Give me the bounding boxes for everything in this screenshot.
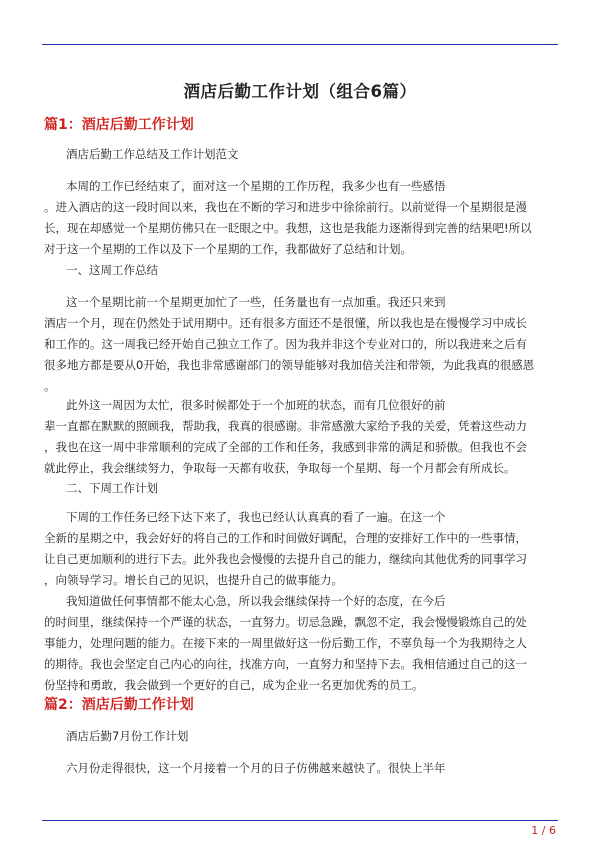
footer-rule [42,820,558,821]
s1-heading-weekly-summary: 一、这周工作总结 [66,263,158,277]
s1-paragraph-4 [44,507,556,591]
s1-paragraph-1 [44,176,556,260]
text-line: 对于这一个星期的工作以及下一个星期的工作，我都做好了总结和计划。 [44,242,412,256]
text-line: ，向领导学习。增长自己的见识，也提升自己的做事能力。 [44,573,343,587]
text-line: 份坚持和勇敢，我会做到一个更好的自己，成为企业一名更加优秀的员工。 [44,678,424,692]
text-line: 六月份走得很快，这一个月接着一个月的日子仿佛越来越快了。很快上半年 [66,761,446,775]
text-line: 。进入酒店的这一段时间以来，我也在不断的学习和进步中徐徐前行。以前觉得一个星期很是漫 [44,200,527,214]
text-line: 。 [44,379,56,393]
s1-subtitle: 酒店后勤工作总结及工作计划范文 [66,147,239,161]
text-line: 事能力，处理问题的能力。在接下来的一周里做好这一份后勤工作，不辜负每一个为我期待之人 [44,636,527,650]
text-line: 的期待。我也会坚定自己内心的向往，找准方向，一直努力和坚持下去。我相信通过自己的这一 [44,657,527,671]
text-line: 下周的工作任务已经下达下来了，我也已经认认真真的看了一遍。在这一个 [66,510,446,524]
text-line: 和工作的。这一周我已经开始自己独立工作了。因为我并非这个专业对口的，所以我进来之后有 [44,337,527,351]
text-line: 本周的工作已经结束了，面对这一个星期的工作历程，我多少也有一些感悟 [66,179,446,193]
text-line: 让自己更加顺利的进行下去。此外我也会慢慢的去提升自己的能力，继续向其他优秀的同事学习 [44,552,527,566]
section-1-heading: 篇1：酒店后勤工作计划 [44,117,194,133]
text-line: 我知道做任何事情都不能太心急，所以我会继续保持一个好的态度，在今后 [66,594,446,608]
s1-paragraph-3 [44,395,556,479]
text-line: 酒店一个月，现在仍然处于试用期中。还有很多方面还不是很懂，所以我也是在慢慢学习中成长 [44,316,527,330]
s2-paragraph-1 [44,758,556,779]
text-line: ，我也在这一周中非常顺利的完成了全部的工作和任务，我感到非常的满足和骄傲。但我也不会 [44,440,527,454]
text-line: 此外这一周因为太忙，很多时候都处于一个加班的状态，而有几位很好的前 [66,398,446,412]
s1-paragraph-2 [44,292,556,397]
text-line: 很多地方都是要从0开始，我也非常感谢部门的领导能够对我加倍关注和带领，为此我真的很感恩 [44,358,535,372]
section-2-heading: 篇2：酒店后勤工作计划 [44,697,194,713]
text-line: 辈一直都在默默的照顾我，帮助我，我真的很感谢。非常感激大家给予我的关爱，凭着这些动力 [44,419,527,433]
text-line: 这一个星期比前一个星期更加忙了一些，任务量也有一点加重。我还只来到 [66,295,446,309]
s1-heading-next-week-plan: 二、下周工作计划 [66,481,158,495]
header-rule [42,44,558,45]
page-number: 1 / 6 [531,824,556,837]
text-line: 就此停止，我会继续努力，争取每一天都有收获，争取每一个星期、每一个月都会有所成长。 [44,461,516,475]
text-line: 的时间里，继续保持一个严谨的状态，一直努力。切忌急躁，飘忽不定，我会慢慢锻炼自己的处 [44,615,527,629]
s2-subtitle: 酒店后勤7月份工作计划 [66,729,189,743]
text-line: 全新的星期之中，我会好好的将自己的工作和时间做好调配，合理的安排好工作中的一些事情， [44,531,527,545]
document-title: 酒店后勤工作计划（组合6篇） [183,82,417,101]
s1-paragraph-5 [44,591,556,696]
text-line: 长，现在却感觉一个星期仿佛只在一眨眼之中。我想，这也是我能力逐渐得到完善的结果吧!所以 [44,221,532,235]
